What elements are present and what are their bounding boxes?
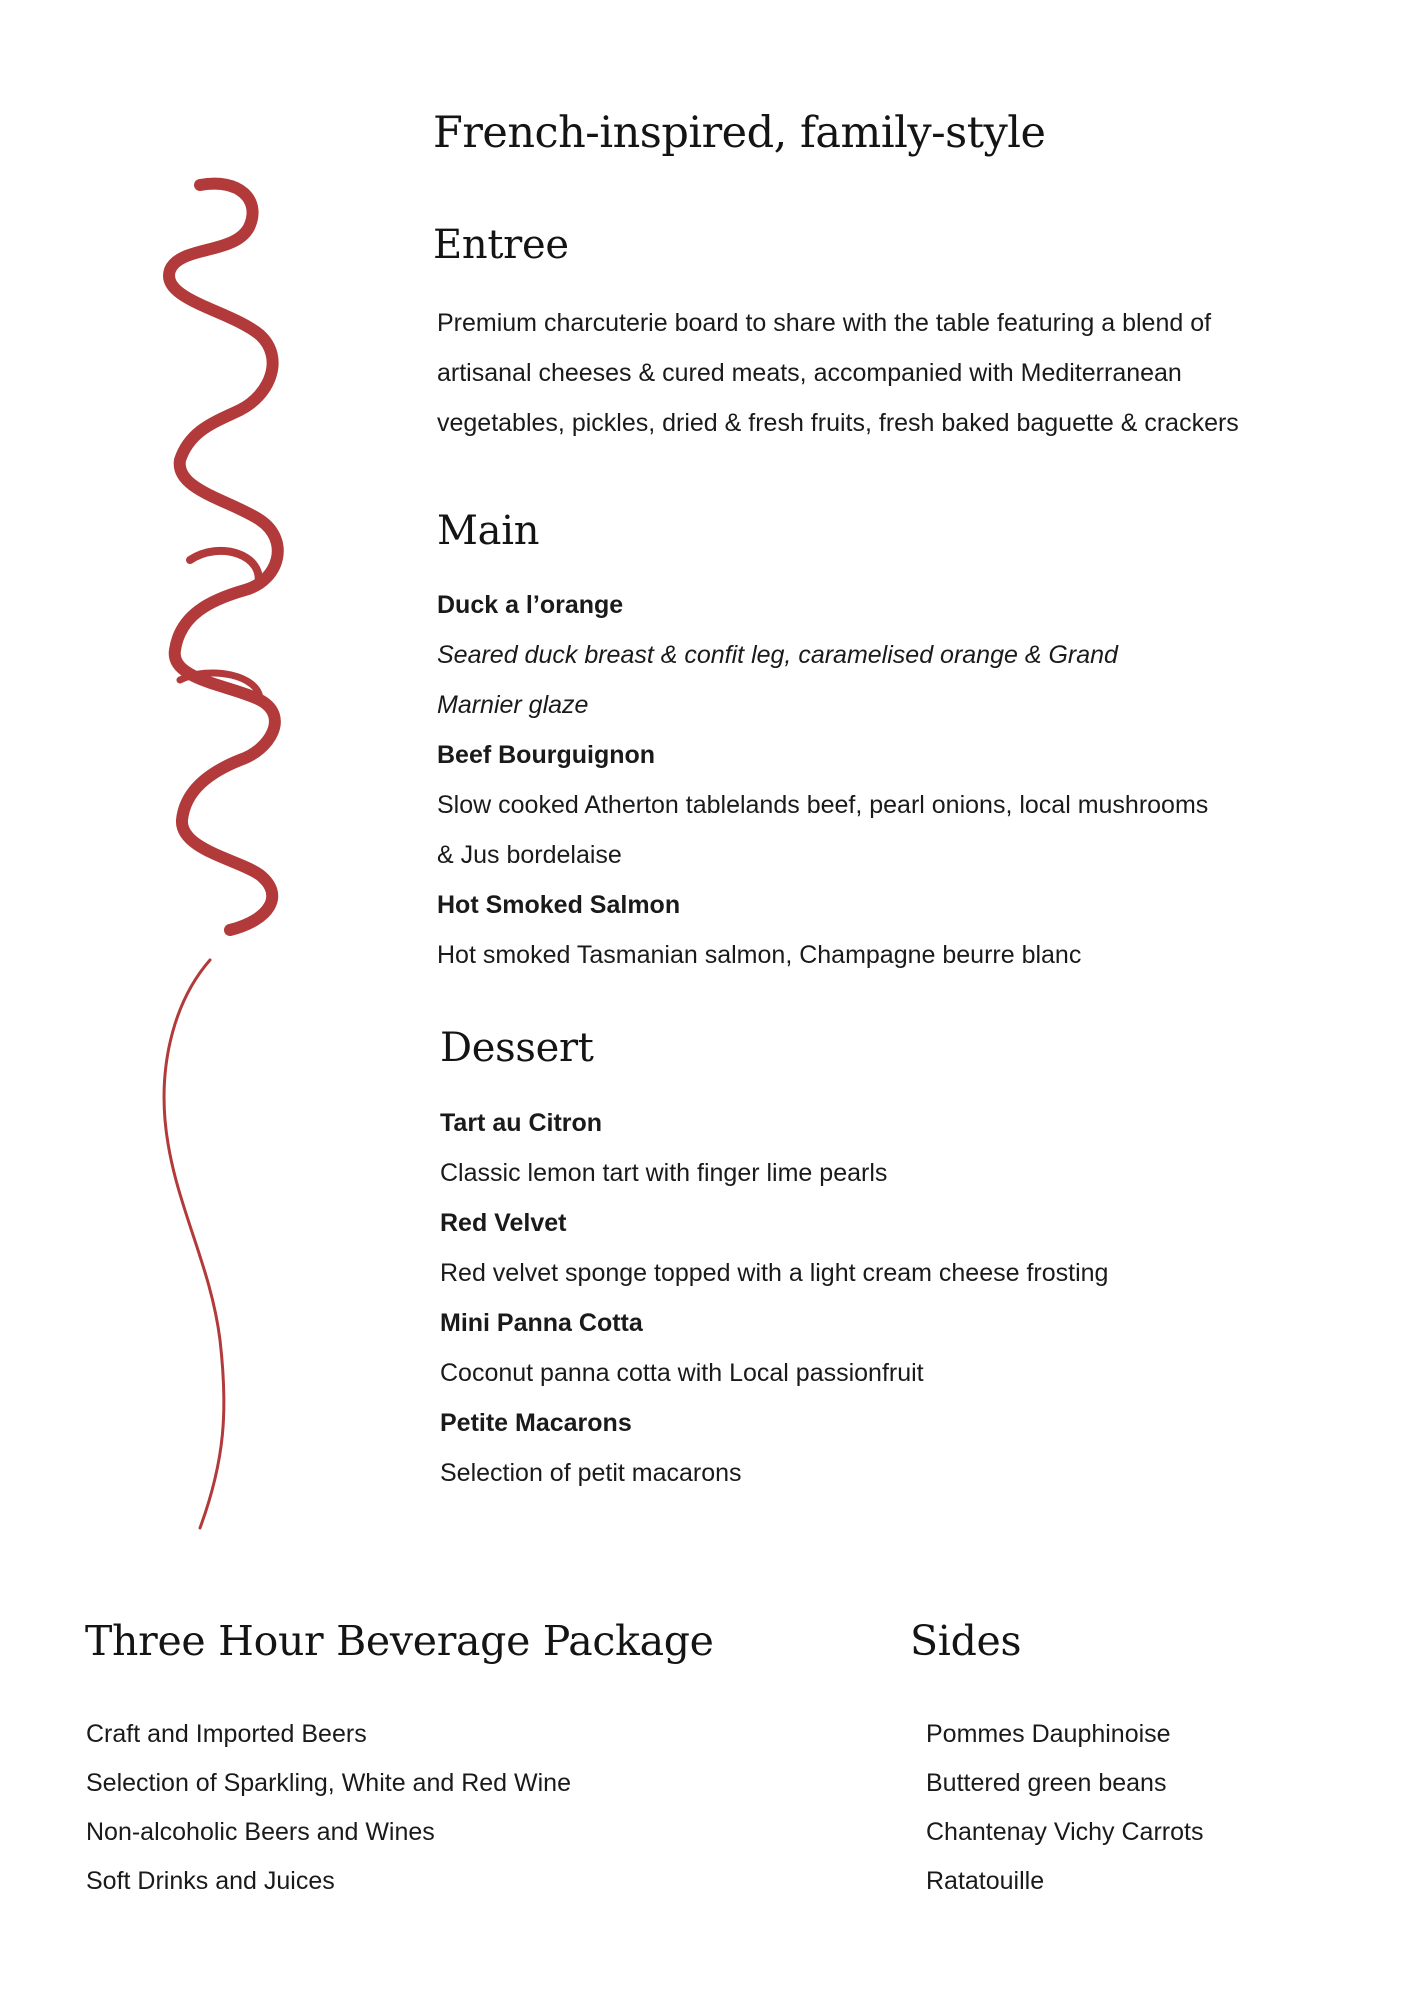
dish-description: Marnier glaze — [437, 691, 589, 719]
dish-description: Coconut panna cotta with Local passionfruit — [440, 1359, 924, 1387]
dish-description: Hot smoked Tasmanian salmon, Champagne beurre blanc — [437, 941, 1082, 969]
list-item: Craft and Imported Beers — [86, 1720, 367, 1748]
entree-line: artisanal cheeses & cured meats, accompanied with Mediterranean — [437, 359, 1182, 387]
list-item: Buttered green beans — [926, 1769, 1167, 1797]
dish-description: Seared duck breast & confit leg, caramelised orange & Grand — [437, 641, 1118, 669]
dish-name: Mini Panna Cotta — [440, 1309, 643, 1337]
dish-name: Beef Bourguignon — [437, 741, 656, 769]
entree-line: vegetables, pickles, dried & fresh fruits, fresh baked baguette & crackers — [437, 409, 1239, 437]
list-item: Chantenay Vichy Carrots — [926, 1818, 1204, 1846]
sides-list — [926, 1710, 1203, 1906]
entree-heading: Entree — [433, 222, 569, 268]
sides-heading: Sides — [910, 1617, 1022, 1665]
menu-item — [437, 580, 1297, 730]
list-item: Ratatouille — [926, 1867, 1045, 1895]
menu-item — [437, 730, 1297, 880]
dish-description: Classic lemon tart with finger lime pearls — [440, 1159, 888, 1187]
beverage-list — [86, 1710, 571, 1906]
main-heading: Main — [437, 508, 540, 554]
menu-item — [440, 1398, 1300, 1498]
main-items — [437, 580, 1297, 980]
dish-description: Red velvet sponge topped with a light cream cheese frosting — [440, 1259, 1109, 1287]
dish-description: Slow cooked Atherton tablelands beef, pearl onions, local mushrooms — [437, 791, 1209, 819]
menu-script-word: menu — [120, 160, 123, 161]
page-title: French-inspired, family-style — [433, 108, 1046, 158]
menu-item — [440, 1198, 1300, 1298]
dish-name: Hot Smoked Salmon — [437, 891, 681, 919]
menu-item — [440, 1098, 1300, 1198]
list-item: Pommes Dauphinoise — [926, 1720, 1171, 1748]
dish-name: Duck a l’orange — [437, 591, 624, 619]
menu-script-lettering — [164, 184, 278, 1528]
beverage-heading: Three Hour Beverage Package — [85, 1617, 714, 1665]
dessert-heading: Dessert — [440, 1025, 594, 1071]
entree-line: Premium charcuterie board to share with the table featuring a blend of — [437, 309, 1212, 337]
dessert-items — [440, 1098, 1300, 1498]
menu-item — [440, 1298, 1300, 1398]
list-item: Soft Drinks and Juices — [86, 1867, 335, 1895]
menu-item — [437, 880, 1297, 980]
menu-script-artwork — [120, 160, 340, 1580]
dish-name: Tart au Citron — [440, 1109, 603, 1137]
dish-description: & Jus bordelaise — [437, 841, 622, 869]
list-item: Selection of Sparkling, White and Red Wine — [86, 1769, 571, 1797]
dish-name: Red Velvet — [440, 1209, 567, 1237]
list-item: Non-alcoholic Beers and Wines — [86, 1818, 435, 1846]
dish-name: Petite Macarons — [440, 1409, 632, 1437]
dish-description: Selection of petit macarons — [440, 1459, 742, 1487]
entree-description — [437, 298, 1337, 448]
